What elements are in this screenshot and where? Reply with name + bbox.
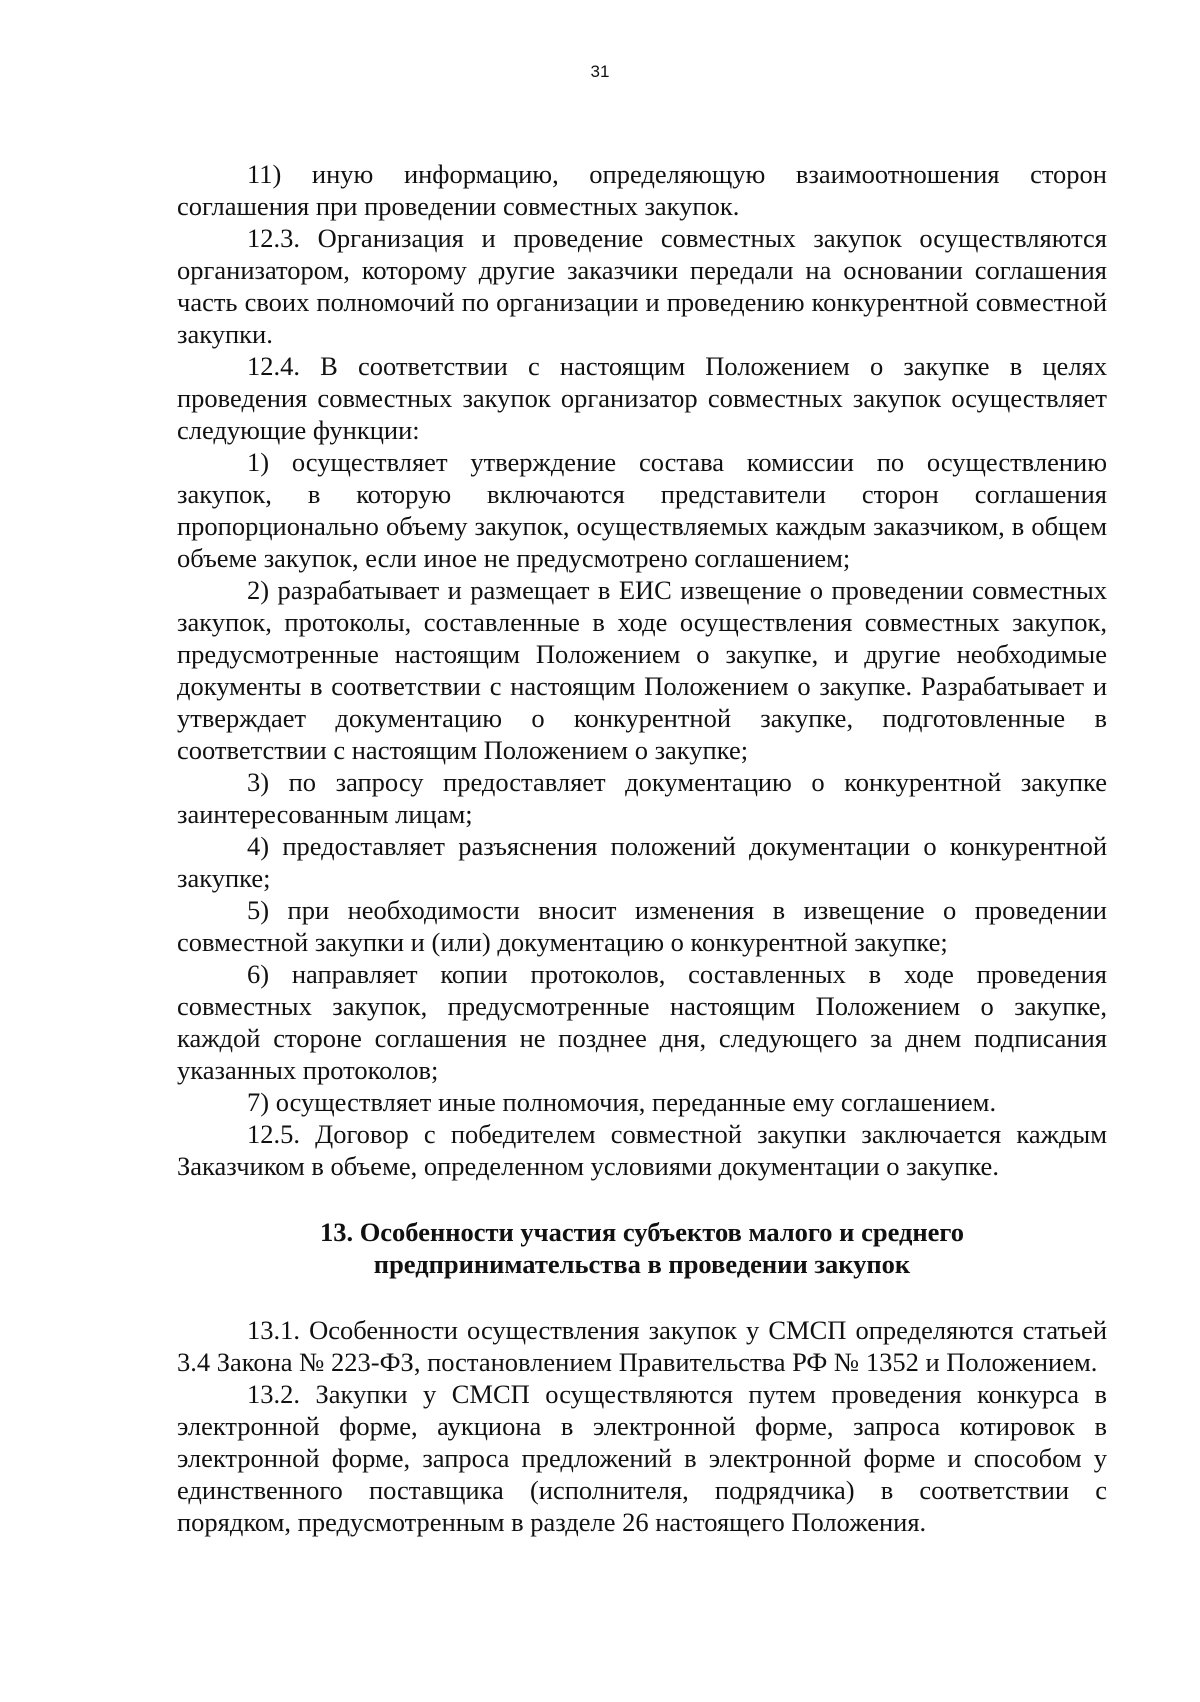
paragraph-13-2: 13.2. Закупки у СМСП осуществляются путем проведения конкурса в электронной форме, аукциона в электронной форме, запроса котировок в электронной форме, запроса предложений в электронной форме и способом у единственного поставщика (исполнителя, подрядчика) в соответствии с порядком, предусмотренным в разделе 26 настоящего Положения. [177, 1379, 1107, 1537]
list-item-6: 6) направляет копии протоколов, составленных в ходе проведения совместных закупок, предусмотренные настоящим Положением о закупке, каждой стороне соглашения не позднее дня, следующего за днем подписания указанных протоколов; [177, 959, 1107, 1085]
page-number: 31 [590, 62, 610, 81]
list-item-3: 3) по запросу предоставляет документацию о конкурентной закупке заинтересованным лицам; [177, 767, 1107, 829]
section-heading-line-2: предпринимательства в проведении закупок [373, 1249, 911, 1279]
list-item-7: 7) осуществляет иные полномочия, переданные ему соглашением. [247, 1087, 997, 1117]
paragraph-12-4: 12.4. В соответствии с настоящим Положением о закупке в целях проведения совместных закупок организатор совместных закупок осуществляет следующие функции: [177, 351, 1107, 445]
paragraph-12-3: 12.3. Организация и проведение совместных закупок осуществляются организатором, которому другие заказчики передали на основании соглашения часть своих полномочий по организации и проведению конкурентной совместной закупки. [177, 223, 1107, 349]
paragraph-12-5: 12.5. Договор с победителем совместной закупки заключается каждым Заказчиком в объеме, определенном условиями документации о закупке. [177, 1119, 1107, 1181]
section-heading-line-1: 13. Особенности участия субъектов малого и среднего [319, 1217, 965, 1247]
list-item-5: 5) при необходимости вносит изменения в извещение о проведении совместной закупки и (или) документацию о конкурентной закупке; [177, 895, 1107, 957]
list-item-2: 2) разрабатывает и размещает в ЕИС извещение о проведении совместных закупок, протоколы, составленные в ходе осуществления совместных закупок, предусмотренные настоящим Положением о закупке, и другие необходимые документы в соответствии с настоящим Положением о закупке. Разрабатывает и утверждает документацию о конкурентной закупке, подготовленные в соответствии с настоящим Положением о закупке; [177, 575, 1107, 765]
paragraph-13-1: 13.1. Особенности осуществления закупок у СМСП определяются статьей 3.4 Закона № 223-ФЗ, постановлением Правительства РФ № 1352 и Положением. [177, 1315, 1107, 1377]
document-body [177, 158, 1107, 1538]
list-item-1: 1) осуществляет утверждение состава комиссии по осуществлению закупок, в которую включаются представители сторон соглашения пропорционально объему закупок, осуществляемых каждым заказчиком, в общем объеме закупок, если иное не предусмотрено соглашением; [177, 447, 1107, 573]
paragraph-11-other-info: 11) иную информацию, определяющую взаимоотношения сторон соглашения при проведении совместных закупок. [177, 159, 1107, 221]
section-heading-13 [177, 1216, 1107, 1280]
list-item-4: 4) предоставляет разъяснения положений документации о конкурентной закупке; [177, 831, 1107, 893]
